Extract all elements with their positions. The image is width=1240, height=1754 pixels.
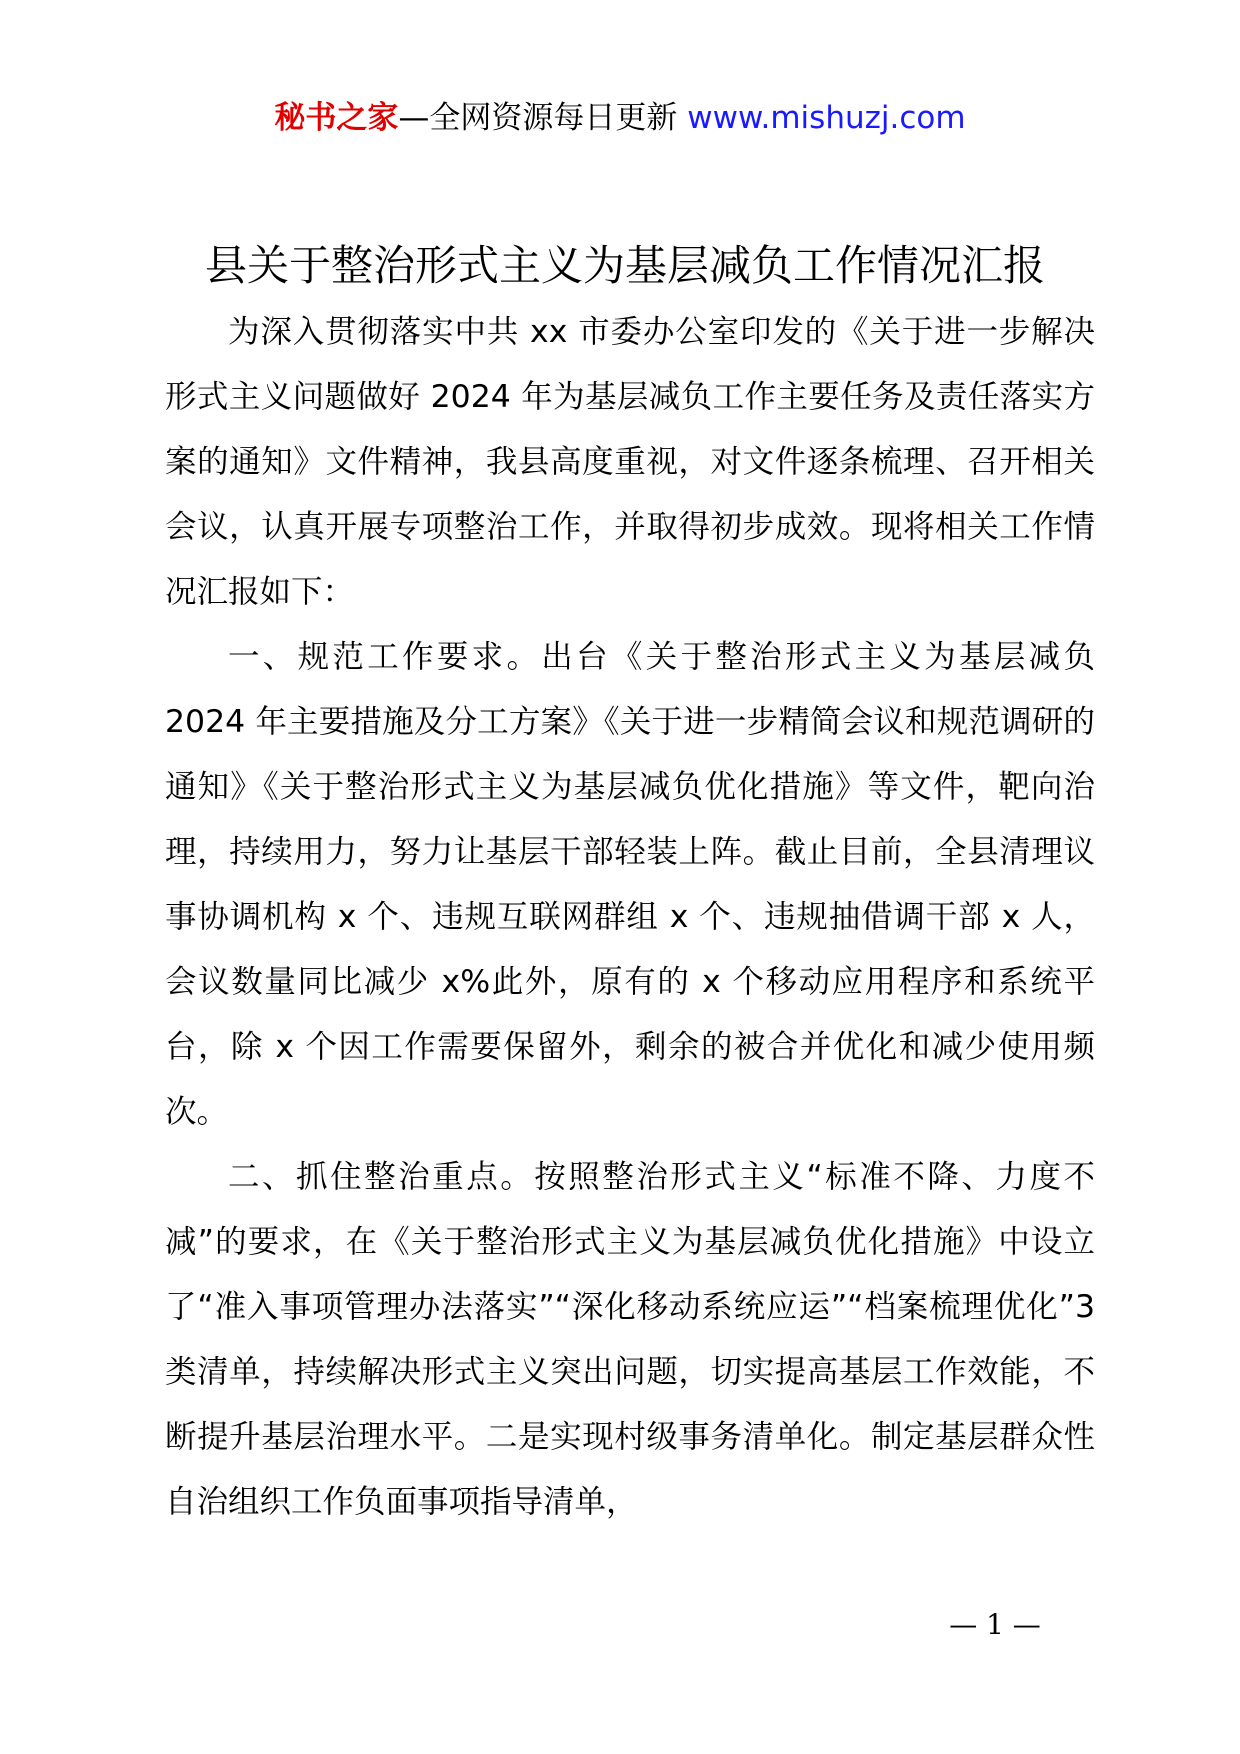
site-header — [0, 98, 1240, 138]
document-body — [165, 300, 1095, 1535]
site-url-link[interactable]: www.mishuzj.com — [687, 100, 966, 136]
paragraph-section-2: 二、抓住整治重点。按照整治形式主义“标准不降、力度不减”的要求，在《关于整治形式主义为基层减负优化措施》中设立了“准入事项管理办法落实”“深化移动系统应运”“档案梳理优化”3 类清单，持续解决形式主义突出问题，切实提高基层工作效能，不断提升基层治理水平。二是实现村级事务清单化。制定基层群众性自治组织工作负面事项指导清单， — [165, 1159, 1095, 1520]
document-title: 县关于整治形式主义为基层减负工作情况汇报 — [204, 241, 1045, 290]
site-brand: 秘书之家 — [274, 100, 399, 136]
paragraph-section-1: 一、规范工作要求。出台《关于整治形式主义为基层减负 2024 年主要措施及分工方案》《关于进一步精简会议和规范调研的通知》《关于整治形式主义为基层减负优化措施》等文件，靶向治理，持续用力，努力让基层干部轻装上阵。截止目前，全县清理议事协调机构 x 个、违规互联网群组 x 个、违规抽借调干部 x 人，会议数量同比减少 x%此外，原有的 x 个移动应用程序和系统平台，除 x 个因工作需要保留外，剩余的被合并优化和减少使用频次。 — [165, 639, 1095, 1130]
site-tagline: —全网资源每日更新 — [398, 100, 688, 136]
paragraph-intro: 为深入贯彻落实中共 xx 市委办公室印发的《关于进一步解决形式主义问题做好 2024 年为基层减负工作主要任务及责任落实方案的通知》文件精神，我县高度重视，对文件逐条梳理、召开相关会议，认真开展专项整治工作，并取得初步成效。现将相关工作情况汇报如下： — [165, 314, 1095, 610]
page-number: — 1 — — [949, 1608, 1041, 1641]
